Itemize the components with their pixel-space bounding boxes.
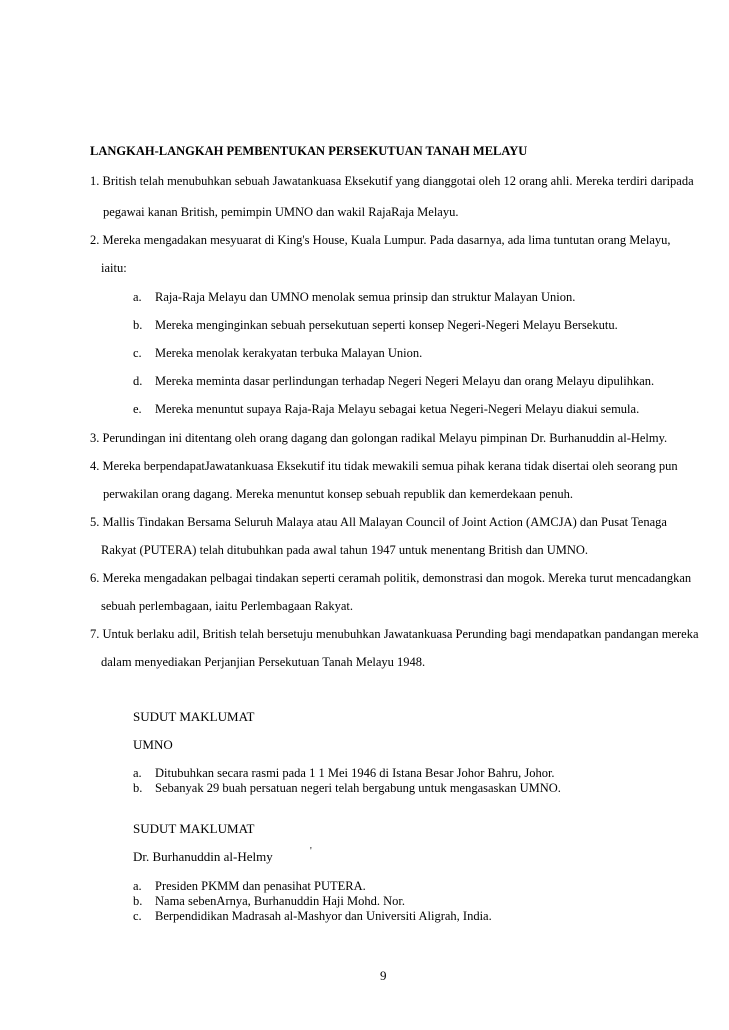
info-box-2-item-a-text: Presiden PKMM dan penasihat PUTERA. (155, 879, 366, 893)
demand-e-text: Mereka menuntut supaya Raja-Raja Melayu sebagai ketua Negeri-Negeri Melayu diakui semula. (155, 402, 640, 416)
demand-d (133, 373, 654, 389)
info-box-2-item-b-letter: b. (133, 894, 143, 908)
info-box-2-item-b (133, 893, 405, 909)
info-box-1-subject: UMNO (133, 737, 173, 752)
info-box-1-item-b (133, 780, 561, 796)
info-box-2-item-c-letter: c. (133, 909, 142, 923)
point-2-line-2: iaitu: (101, 261, 127, 275)
info-box-2-heading: SUDUT MAKLUMAT (133, 821, 255, 836)
point-1-line-2: pegawai kanan British, pemimpin UMNO dan wakil RajaRaja Melayu. (103, 205, 459, 219)
point-4-line-1: 4. Mereka berpendapatJawatankuasa Eksekutif itu tidak mewakili semua pihak kerana tidak disertai oleh seorang pun (90, 459, 678, 473)
point-7-line-2: dalam menyediakan Perjanjian Persekutuan Tanah Melayu 1948. (101, 655, 426, 669)
point-4-line-2: perwakilan orang dagang. Mereka menuntut konsep sebuah republik dan kemerdekaan penuh. (103, 487, 573, 501)
info-box-2-item-b-text: Nama sebenArnya, Burhanuddin Haji Mohd. Nor. (155, 894, 405, 908)
info-box-2-item-a-letter: a. (133, 879, 142, 893)
info-box-2-item-c-text: Berpendidikan Madrasah al-Mashyor dan Universiti Aligrah, India. (155, 909, 492, 923)
point-5-line-2: Rakyat (PUTERA) telah ditubuhkan pada awal tahun 1947 untuk menentang British dan UMNO. (101, 543, 589, 557)
demand-e (133, 401, 639, 417)
demand-c (133, 345, 422, 361)
demand-a-text: Raja-Raja Melayu dan UMNO menolak semua prinsip dan struktur Malayan Union. (155, 290, 576, 304)
document-title: LANGKAH-LANGKAH PEMBENTUKAN PERSEKUTUAN TANAH MELAYU (90, 144, 528, 158)
point-6-line-2: sebuah perlembagaan, iaitu Perlembagaan Rakyat. (101, 599, 353, 613)
demand-a (133, 289, 575, 305)
info-box-1-item-a-letter: a. (133, 766, 142, 780)
info-box-2-item-a (133, 878, 366, 894)
demand-b-text: Mereka menginginkan sebuah persekutuan seperti konsep Negeri-Negeri Melayu Bersekutu. (155, 318, 618, 332)
info-box-2-item-c (133, 908, 492, 924)
demand-d-letter: d. (133, 374, 143, 388)
demand-b-letter: b. (133, 318, 143, 332)
demand-c-letter: c. (133, 346, 142, 360)
point-5-line-1: 5. Mallis Tindakan Bersama Seluruh Malaya atau All Malayan Council of Joint Action (AMCJA) dan Pusat Tenaga (90, 515, 667, 529)
info-box-2-subject: Dr. Burhanuddin al-Helmy (133, 849, 273, 864)
point-3-line-1: 3. Perundingan ini ditentang oleh orang dagang dan golongan radikal Melayu pimpinan Dr. Burhanuddin al-Helmy. (90, 431, 668, 445)
demand-a-letter: a. (133, 290, 142, 304)
info-box-1-item-a (133, 765, 555, 781)
point-7-line-1: 7. Untuk berlaku adil, British telah bersetuju menubuhkan Jawatankuasa Perunding bagi mendapatkan pandangan mereka (90, 627, 699, 641)
info-box-1-item-a-text: Ditubuhkan secara rasmi pada 1 1 Mei 1946 di Istana Besar Johor Bahru, Johor. (155, 766, 555, 780)
point-2-line-1: 2. Mereka mengadakan mesyuarat di King's House, Kuala Lumpur. Pada dasarnya, ada lima tuntutan orang Melayu, (90, 233, 671, 247)
demand-b (133, 317, 618, 333)
page-number: 9 (380, 968, 387, 983)
point-1-line-1: 1. British telah menubuhkan sebuah Jawatankuasa Eksekutif yang dianggotai oleh 12 orang ahli. Mereka terdiri daripada (90, 174, 694, 188)
stray-mark: ' (310, 846, 312, 857)
demand-c-text: Mereka menolak kerakyatan terbuka Malayan Union. (155, 346, 423, 360)
demand-e-letter: e. (133, 402, 142, 416)
info-box-1-item-b-text: Sebanyak 29 buah persatuan negeri telah bergabung untuk mengasaskan UMNO. (155, 781, 561, 795)
demand-d-text: Mereka meminta dasar perlindungan terhadap Negeri Negeri Melayu dan orang Melayu dipulihkan. (155, 374, 655, 388)
info-box-1-heading: SUDUT MAKLUMAT (133, 709, 255, 724)
info-box-1-item-b-letter: b. (133, 781, 143, 795)
point-6-line-1: 6. Mereka mengadakan pelbagai tindakan seperti ceramah politik, demonstrasi dan mogok. Mereka turut mencadangkan (90, 571, 692, 585)
